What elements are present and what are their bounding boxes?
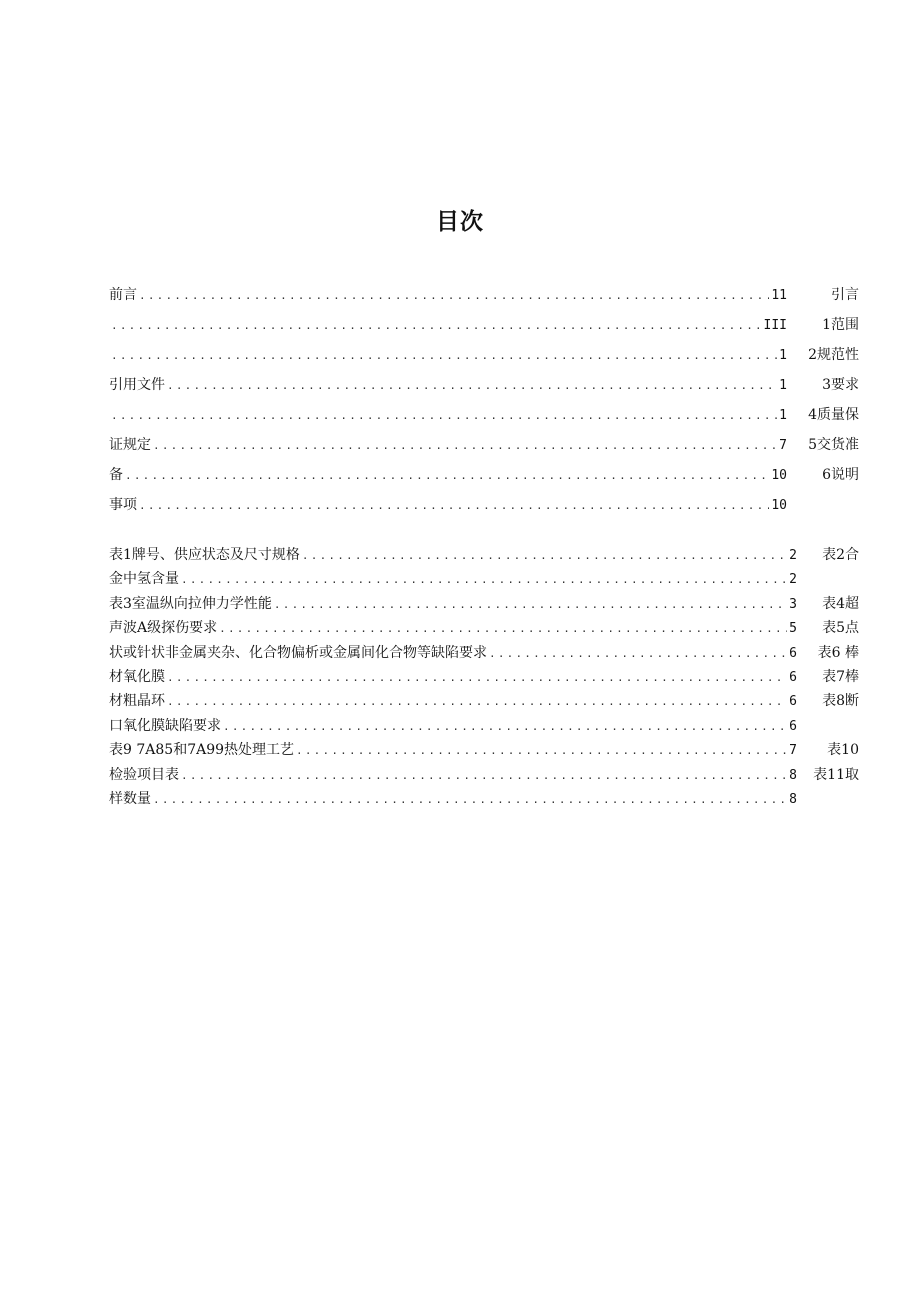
table-entry[interactable] [109, 543, 859, 567]
toc-entry-continuation: 4质量保 [808, 407, 859, 423]
table-entry-title: 表1牌号、供应状态及尺寸规格 [109, 547, 300, 563]
contents-list [109, 280, 859, 520]
table-page-number: 2 [789, 548, 797, 563]
toc-entry[interactable] [109, 460, 859, 490]
table-entry[interactable] [109, 714, 859, 738]
table-entry-continuation: 表10 [827, 742, 859, 759]
dot-leader [296, 739, 787, 762]
toc-page-number: 7 [779, 438, 787, 453]
toc-entry[interactable] [109, 400, 859, 430]
table-entry[interactable] [109, 616, 859, 640]
page-title: 目次 [436, 209, 484, 235]
table-entry[interactable] [109, 567, 859, 591]
table-entry[interactable] [109, 787, 859, 811]
table-entry-title: 口氧化膜缺陷要求 [109, 717, 221, 734]
dot-leader [181, 764, 787, 787]
toc-entry-continuation: 3要求 [822, 377, 859, 393]
dot-leader [167, 666, 787, 689]
table-entry-title: 材粗晶环 [109, 693, 165, 710]
dot-leader [139, 491, 769, 520]
table-page-number: 7 [789, 743, 797, 759]
dot-leader [167, 371, 777, 400]
table-entry-title: 表3室温纵向拉伸力学性能 [109, 595, 272, 612]
table-entry-continuation: 表2合 [822, 547, 859, 563]
toc-entry-continuation: 6说明 [822, 467, 859, 483]
table-page-number: 8 [789, 767, 797, 783]
toc-entry-title: 前言 [109, 287, 137, 303]
toc-entry[interactable] [109, 310, 859, 340]
table-entry[interactable] [109, 763, 859, 787]
toc-entry[interactable] [109, 430, 859, 460]
toc-entry-title: 证规定 [109, 437, 151, 453]
table-entry-title: 声波A级探伤要求 [109, 620, 218, 637]
table-entry-continuation: 表8断 [822, 693, 859, 710]
toc-entry-title: 引用文件 [109, 377, 165, 393]
table-page-number: 6 [789, 669, 797, 685]
table-page-number: 3 [789, 596, 797, 612]
toc-page-number: 10 [771, 468, 787, 483]
dot-leader [125, 461, 769, 490]
dot-leader [274, 593, 787, 616]
table-entry-title: 状或针状非金属夹杂、化合物偏析或金属间化合物等缺陷要求 [109, 644, 487, 661]
table-entry-continuation: 表6 棒 [817, 644, 859, 661]
toc-page-number: 10 [771, 498, 787, 513]
toc-entry-title: 事项 [109, 497, 137, 513]
table-page-number: 8 [789, 791, 797, 807]
dot-leader [111, 401, 777, 430]
table-page-number: 6 [789, 694, 797, 710]
toc-entry-title: 备 [109, 467, 123, 483]
table-page-number: 6 [789, 645, 797, 661]
dot-leader [181, 568, 787, 591]
table-entry[interactable] [109, 738, 859, 762]
dot-leader [111, 341, 777, 370]
table-entry-continuation: 表11取 [813, 766, 859, 783]
dot-leader [223, 715, 787, 738]
toc-page-number: 11 [771, 288, 787, 303]
table-entry-title: 材氧化膜 [109, 668, 165, 685]
toc-page-number: III [763, 318, 787, 333]
toc-entry-continuation: 5交货准 [808, 437, 859, 453]
toc-page-number: 1 [779, 378, 787, 393]
table-entry-continuation: 表4超 [822, 595, 859, 612]
table-entry[interactable] [109, 689, 859, 713]
toc-entry[interactable] [109, 280, 859, 310]
toc-page-number: 1 [779, 348, 787, 363]
toc-entry-continuation: 引言 [831, 287, 859, 303]
toc-entry[interactable] [109, 340, 859, 370]
table-entry-title: 样数量 [109, 790, 151, 807]
toc-entry-continuation: 1范围 [822, 317, 859, 333]
dot-leader [302, 544, 787, 567]
toc-entry[interactable] [109, 490, 859, 520]
toc-entry-continuation: 2规范性 [808, 347, 859, 363]
dot-leader [153, 431, 777, 460]
table-entry-title: 表9 7A85和7A99热处理工艺 [109, 742, 295, 759]
dot-leader [167, 690, 787, 713]
dot-leader [153, 788, 787, 811]
dot-leader [219, 617, 787, 640]
table-entry[interactable] [109, 665, 859, 689]
dot-leader [111, 311, 762, 340]
table-page-number: 6 [789, 718, 797, 734]
toc-page-number: 1 [779, 408, 787, 423]
toc-entry[interactable] [109, 370, 859, 400]
table-entry-continuation: 表5点 [822, 620, 859, 637]
table-entry-title: 金中氢含量 [109, 571, 179, 588]
dot-leader [139, 281, 769, 310]
table-page-number: 5 [789, 621, 797, 637]
table-entry[interactable] [109, 592, 859, 616]
table-entry-title: 检验项目表 [109, 766, 179, 783]
dot-leader [489, 642, 787, 665]
table-page-number: 2 [789, 572, 797, 588]
table-entry-continuation: 表7棒 [822, 668, 859, 685]
tables-list [109, 543, 859, 811]
table-entry[interactable] [109, 641, 859, 665]
